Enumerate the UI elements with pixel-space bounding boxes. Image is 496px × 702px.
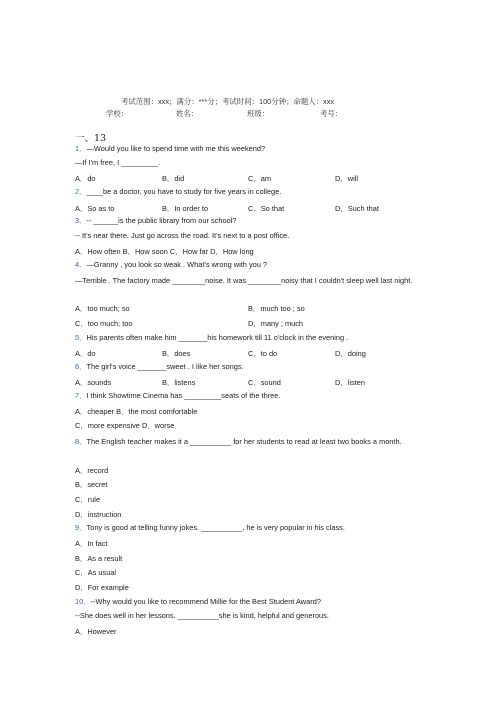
question-stem: His parents often make him _______his homework till 11 o'clock in the evening .: [86, 333, 349, 342]
option-c: C．rule: [75, 495, 101, 504]
question-stem: —Granny , you look so weak . What's wrong with you ?: [86, 260, 268, 269]
option-c: C．to do: [248, 349, 278, 358]
question-4: [75, 260, 267, 270]
question-number: 5．: [75, 333, 87, 342]
question-6: [75, 362, 244, 372]
question-stem: The girl's voice _______sweet . I like her songs.: [86, 362, 244, 371]
option-a: A．However: [75, 627, 117, 636]
option-c: C．So that: [248, 204, 285, 213]
question-number: 8．: [75, 437, 87, 446]
option-a: A．record: [75, 466, 109, 475]
question-number: 3．: [75, 216, 87, 225]
option-c: C．am: [248, 174, 271, 183]
option-b: B．did: [162, 174, 185, 183]
question-number: 1．: [75, 144, 87, 153]
name-label: 姓名：: [176, 109, 199, 118]
question-line: -- It's near there. Just go across the road. It's next to a post office.: [75, 231, 290, 240]
option-d: D．instruction: [75, 510, 122, 519]
option-b: B．does: [162, 349, 191, 358]
question-stem: -- ______is the public library from our school?: [86, 216, 237, 225]
option-d: D．doing: [335, 349, 366, 358]
question-stem: —Would you like to spend time with me this weekend?: [86, 144, 266, 153]
question-8: [75, 435, 437, 449]
school-label: 学校：: [106, 109, 129, 118]
question-2: [75, 187, 281, 197]
question-number: 4．: [75, 260, 87, 269]
question-number: 9．: [75, 523, 87, 532]
question-stem: --Why would you like to recommend Millie for the Best Student Award?: [90, 597, 321, 606]
option-b: B．listens: [162, 378, 196, 387]
option-d: D．Such that: [335, 204, 379, 213]
option-b: B．much too ; so: [248, 304, 305, 313]
question-10: [75, 597, 321, 607]
question-number: 6．: [75, 362, 87, 371]
question-line: --She does well in her lessons. __________she is kind, helpful and generous.: [75, 611, 329, 620]
question-number: 2．: [75, 187, 87, 196]
question-1: [75, 144, 265, 154]
question-stem: The English teacher makes it a __________ for her students to read at least two books a month.: [86, 437, 402, 446]
question-3: [75, 216, 236, 226]
option-c: C．As usual: [75, 568, 117, 577]
option-c: C．sound: [248, 378, 281, 387]
option-b: B．In order to: [162, 204, 209, 213]
question-9: [75, 523, 345, 533]
question-stem: Tony is good at telling funny jokes. __________, he is very popular in his class.: [86, 523, 345, 532]
option-a: A．too much; so: [75, 304, 130, 313]
class-label: 班级：: [247, 109, 270, 118]
exam-info-line: 考试范围：xxx；满分：***分；考试时间：100分钟；命题人：xxx: [121, 97, 335, 106]
option-a: A．do: [75, 174, 96, 183]
option-d: D．will: [335, 174, 358, 183]
question-stem: ____be a doctor, you have to study for five years in college.: [86, 187, 282, 196]
section-title: 一、13: [75, 133, 107, 144]
option-a: A．sounds: [75, 378, 112, 387]
question-line: —Terrible . The factory made ________noise. It was ________noisy that I couldn't sleep well last night.: [75, 276, 413, 285]
options-line: A．cheaper B．the most comfortable: [75, 407, 198, 416]
option-b: B．secret: [75, 480, 108, 489]
question-line: —If I'm free, I _________.: [75, 158, 161, 167]
number-label: 考号：: [320, 109, 343, 118]
option-a: A．do: [75, 349, 96, 358]
option-d: D．listen: [335, 378, 365, 387]
question-stem: I think Showtime Cinema has _________seats of the three.: [86, 391, 281, 400]
option-a: A．In fact: [75, 539, 108, 548]
question-number: 7．: [75, 391, 87, 400]
option-a: A．So as to: [75, 204, 115, 213]
options-line: A．How often B．How soon C．How far D．How long: [75, 247, 254, 256]
question-7: [75, 391, 280, 401]
option-d: D．many ; much: [248, 319, 304, 328]
option-d: D．For example: [75, 583, 129, 592]
options-line: C．more expensive D．worse: [75, 421, 175, 430]
option-c: C．too much; too: [75, 319, 133, 328]
option-b: B．As a result: [75, 554, 123, 563]
question-number: 10．: [75, 597, 91, 606]
question-5: [75, 333, 348, 343]
